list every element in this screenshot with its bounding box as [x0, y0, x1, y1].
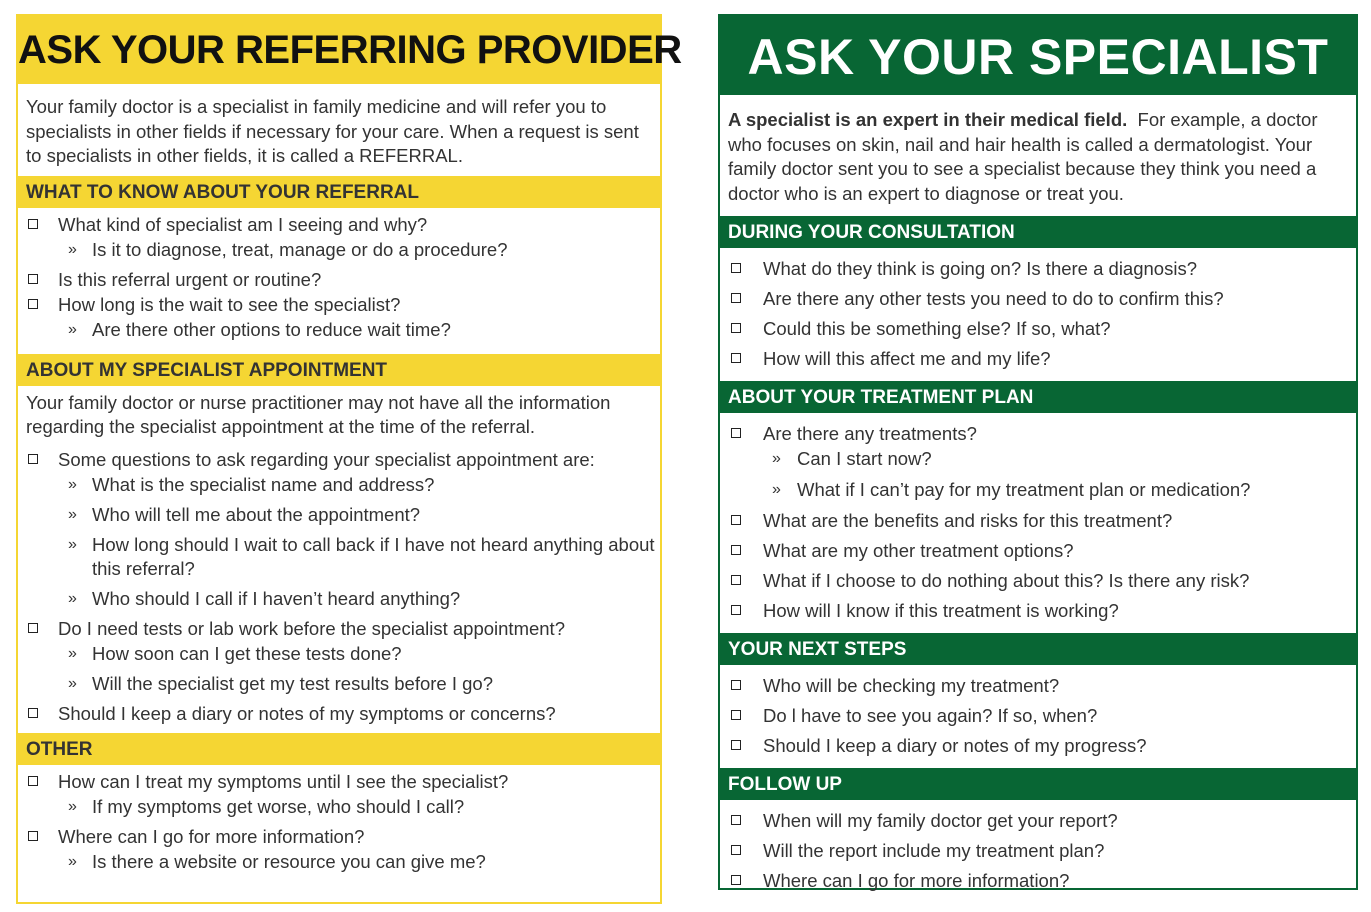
checklist-item — [18, 293, 656, 317]
checklist-item — [18, 213, 656, 237]
checklist-item-text: How can I treat my symptoms until I see the specialist? — [58, 770, 509, 792]
checklist-item-text: Could this be something else? If so, what? — [763, 318, 1111, 339]
double-chevron-icon: » — [68, 320, 77, 338]
intro-rest: For example, a doctor who focuses on skin, nail and hair health is called a dermatologist. Your family doctor sent you to see a specialist because they think you need a doctor who is an expert to diagnose or treat you. — [728, 109, 1318, 204]
checkbox-icon[interactable] — [731, 875, 741, 885]
checkbox-icon[interactable] — [28, 454, 38, 464]
checklist-item — [720, 539, 1352, 563]
double-chevron-icon: » — [772, 450, 781, 467]
sections-container — [720, 216, 1356, 903]
checklist-item — [720, 674, 1352, 698]
checkbox-icon[interactable] — [731, 293, 741, 303]
checklist-subitem-text: What is the specialist name and address? — [92, 473, 435, 495]
checklist-item-text: Who will be checking my treatment? — [763, 675, 1060, 696]
checklist-subitem — [720, 478, 1352, 502]
checklist-item — [720, 317, 1352, 341]
checklist-item — [18, 268, 656, 292]
checklist-item — [720, 839, 1352, 863]
checklist-subitem-text: How soon can I get these tests done? — [92, 642, 402, 664]
section-heading: FOLLOW UP — [720, 768, 1356, 800]
sections-container — [18, 176, 660, 886]
double-chevron-icon: » — [68, 797, 77, 815]
checklist-item-text: Should I keep a diary or notes of my progress? — [763, 735, 1147, 756]
checklist-subitem-text: Are there other options to reduce wait time? — [92, 318, 451, 340]
checklist-subitem — [18, 473, 656, 497]
checkbox-icon[interactable] — [731, 845, 741, 855]
double-chevron-icon: » — [68, 505, 77, 523]
checkbox-icon[interactable] — [731, 740, 741, 750]
section-heading: OTHER — [18, 733, 660, 765]
checkbox-icon[interactable] — [28, 708, 38, 718]
section-intro: Your family doctor or nurse practitioner may not have all the information regarding the specialist appointment at the time of the referral. — [26, 391, 611, 437]
checklist-item-text: Are there any other tests you need to do to confirm this? — [763, 288, 1224, 309]
checklist-item-text: What if I choose to do nothing about this? Is there any risk? — [763, 570, 1250, 591]
section-body — [18, 765, 660, 886]
checklist-item-text: How will I know if this treatment is working? — [763, 600, 1119, 621]
checklist-item — [720, 734, 1352, 758]
checkbox-icon[interactable] — [731, 428, 741, 438]
checklist-item — [18, 770, 656, 794]
checklist-item-text: When will my family doctor get your report? — [763, 810, 1118, 831]
double-chevron-icon: » — [68, 589, 77, 607]
double-chevron-icon: » — [68, 535, 77, 553]
checkbox-icon[interactable] — [731, 323, 741, 333]
checklist-subitem — [18, 503, 656, 527]
section-body — [720, 800, 1356, 903]
checkbox-icon[interactable] — [731, 815, 741, 825]
checklist-item-text: What do they think is going on? Is there a diagnosis? — [763, 258, 1197, 279]
checkbox-icon[interactable] — [28, 299, 38, 309]
checklist-item — [18, 825, 656, 849]
checklist-subitem — [18, 795, 656, 819]
checkbox-icon[interactable] — [28, 776, 38, 786]
checklist-item — [720, 869, 1352, 893]
checkbox-icon[interactable] — [731, 680, 741, 690]
checkbox-icon[interactable] — [731, 605, 741, 615]
checklist-item — [18, 702, 656, 726]
checklist-item-text: Should I keep a diary or notes of my symptoms or concerns? — [58, 702, 556, 724]
checklist-item-text: Will the report include my treatment plan? — [763, 840, 1105, 861]
checklist-item-text: Where can I go for more information? — [58, 825, 365, 847]
checklist-subitem-text: If my symptoms get worse, who should I call? — [92, 795, 465, 817]
double-chevron-icon: » — [68, 240, 77, 258]
section-heading: ABOUT MY SPECIALIST APPOINTMENT — [18, 354, 660, 386]
checklist-subitem-text: Is there a website or resource you can give me? — [92, 850, 486, 872]
checklist-subitem-text: Who will tell me about the appointment? — [92, 503, 421, 525]
checklist-item-text: Where can I go for more information? — [763, 870, 1070, 891]
section-body — [720, 248, 1356, 381]
checklist-item — [720, 257, 1352, 281]
checklist-item-text: Some questions to ask regarding your specialist appointment are: — [58, 448, 595, 470]
section-heading: DURING YOUR CONSULTATION — [720, 216, 1356, 248]
checkbox-icon[interactable] — [731, 353, 741, 363]
panel-intro — [720, 95, 1356, 216]
checklist-subitem — [720, 447, 1352, 471]
intro-lead: A specialist is an expert in their medical field. — [728, 109, 1128, 130]
checkbox-icon[interactable] — [731, 575, 741, 585]
double-chevron-icon: » — [772, 481, 781, 498]
checkbox-icon[interactable] — [28, 831, 38, 841]
checklist-item — [720, 422, 1352, 446]
checklist-subitem-text: Is it to diagnose, treat, manage or do a procedure? — [92, 238, 508, 260]
checklist-item — [720, 599, 1352, 623]
checklist-subitem — [18, 850, 656, 874]
specialist-panel — [718, 14, 1358, 890]
checklist-subitem-text: Will the specialist get my test results before I go? — [92, 672, 494, 694]
section-body — [18, 208, 660, 354]
checklist-item-text: How long is the wait to see the specialist? — [58, 293, 401, 315]
double-chevron-icon: » — [68, 674, 77, 692]
checklist-item-text: Are there any treatments? — [763, 423, 977, 444]
checklist-subitem-text: How long should I wait to call back if I have not heard anything about this referral? — [92, 533, 655, 579]
checklist-subitem-text: Who should I call if I haven’t heard anything? — [92, 587, 461, 609]
section-body — [720, 413, 1356, 633]
checklist-item — [720, 287, 1352, 311]
checklist-subitem — [18, 533, 656, 581]
checklist-subitem-text: Can I start now? — [797, 448, 932, 469]
checklist-item — [720, 347, 1352, 371]
panel-title: ASK YOUR SPECIALIST — [720, 16, 1356, 95]
checklist-item — [720, 569, 1352, 593]
checklist-item — [720, 509, 1352, 533]
section-heading: YOUR NEXT STEPS — [720, 633, 1356, 665]
checklist-subitem-text: What if I can’t pay for my treatment plan or medication? — [797, 479, 1251, 500]
panel-intro: Your family doctor is a specialist in family medicine and will refer you to specialists in other fields if necessary for your care. When a request is sent to specialists in other fields, it is called a REFERRAL. — [26, 96, 639, 166]
section-body — [720, 665, 1356, 768]
checklist-item — [18, 448, 656, 472]
checkbox-icon[interactable] — [28, 623, 38, 633]
checklist-subitem — [18, 672, 656, 696]
section-heading: ABOUT YOUR TREATMENT PLAN — [720, 381, 1356, 413]
checkbox-icon[interactable] — [731, 515, 741, 525]
checklist-item — [18, 617, 656, 641]
double-chevron-icon: » — [68, 644, 77, 662]
checklist-item-text: How will this affect me and my life? — [763, 348, 1051, 369]
checkbox-icon[interactable] — [731, 545, 741, 555]
checklist-subitem — [18, 238, 656, 262]
checkbox-icon[interactable] — [731, 263, 741, 273]
checklist-item — [720, 809, 1352, 833]
section-heading: WHAT TO KNOW ABOUT YOUR REFERRAL — [18, 176, 660, 208]
checkbox-icon[interactable] — [28, 274, 38, 284]
checkbox-icon[interactable] — [731, 710, 741, 720]
checklist-item-text: Do I need tests or lab work before the specialist appointment? — [58, 617, 565, 639]
checklist-subitem — [18, 318, 656, 342]
panel-title: ASK YOUR REFERRING PROVIDER — [18, 16, 660, 84]
checklist-item-text: Is this referral urgent or routine? — [58, 268, 322, 290]
checklist-subitem — [18, 642, 656, 666]
checklist-subitem — [18, 587, 656, 611]
section-body — [18, 386, 660, 733]
checklist-item-text: What are my other treatment options? — [763, 540, 1074, 561]
double-chevron-icon: » — [68, 475, 77, 493]
double-chevron-icon: » — [68, 852, 77, 870]
checklist-item-text: Do l have to see you again? If so, when? — [763, 705, 1098, 726]
referring-provider-panel — [16, 14, 682, 904]
checklist-item-text: What kind of specialist am I seeing and why? — [58, 213, 428, 235]
checkbox-icon[interactable] — [28, 219, 38, 229]
checklist-item — [720, 704, 1352, 728]
checklist-item-text: What are the benefits and risks for this treatment? — [763, 510, 1173, 531]
